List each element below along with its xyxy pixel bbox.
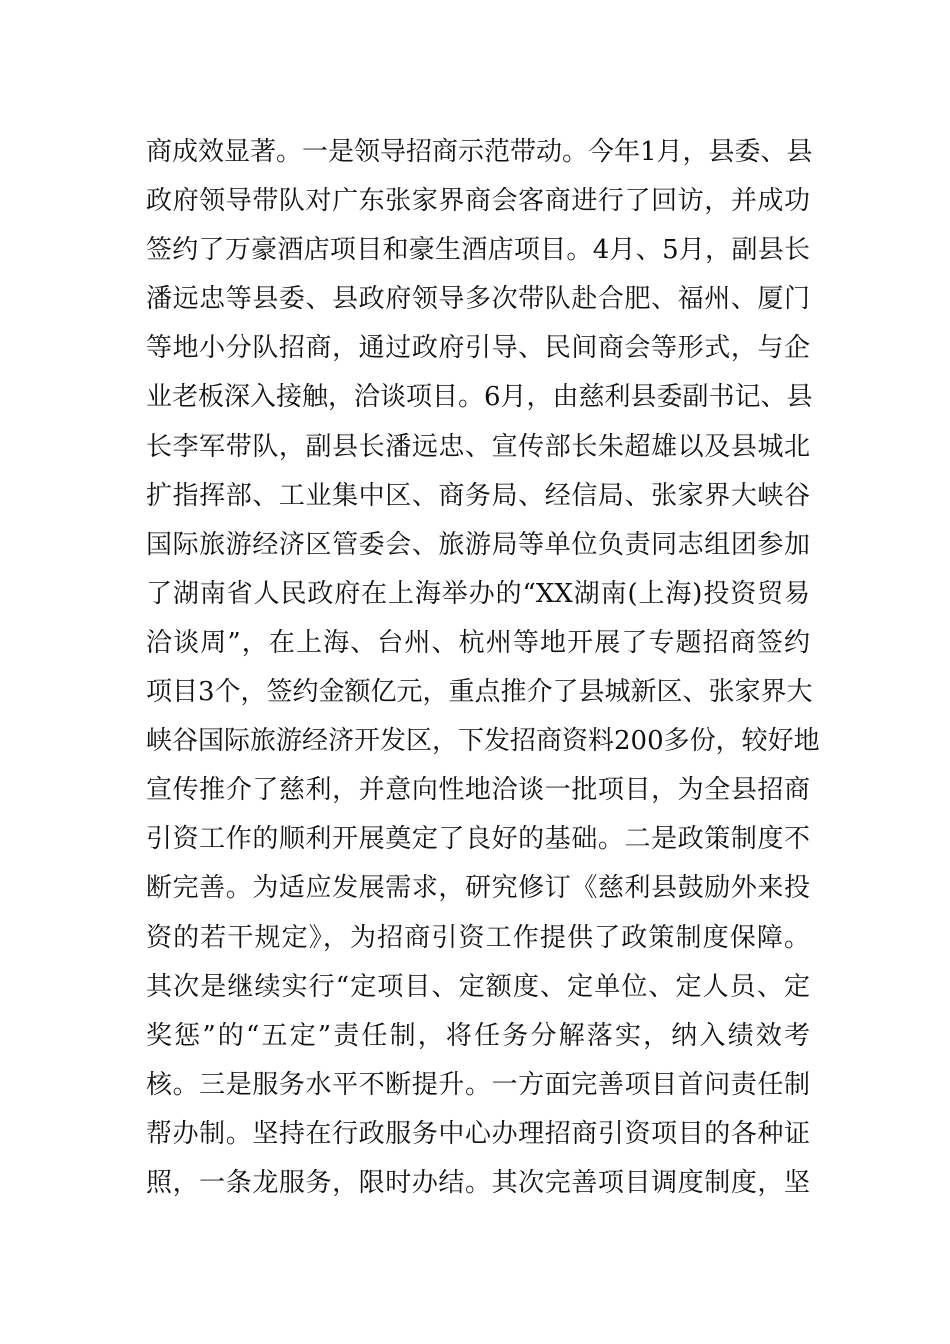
text-line: 项目3个，签约金额亿元，重点推介了县城新区、张家界大 [146,677,813,708]
text-line: 引资工作的顺利开展奠定了良好的基础。二是政策制度不 [146,824,810,855]
text-line: 签约了万豪酒店项目和豪生酒店项目。4月、5月，副县长 [146,235,810,266]
text-line: 政府领导带队对广东张家界商会客商进行了回访，并成功 [146,186,810,217]
text-line: 扩指挥部、工业集中区、商务局、经信局、张家界大峡谷 [146,480,810,511]
body-text [146,128,820,1208]
text-line: 断完善。为适应发展需求，研究修订《慈利县鼓励外来投 [146,873,810,904]
text-line: 业老板深入接触，洽谈项目。6月，由慈利县委副书记、县 [146,382,813,413]
text-line: 资的若干规定》，为招商引资工作提供了政策制度保障。 [146,922,810,953]
text-line: 洽谈周”，在上海、台州、杭州等地开展了专题招商签约 [146,627,810,658]
text-line: 商成效显著。一是领导招商示范带动。今年1月，县委、县 [146,137,813,167]
text-line: 峡谷国际旅游经济开发区，下发招商资料200多份，较好地 [146,726,820,757]
text-line: 奖惩”的“五定”责任制，将任务分解落实，纳入绩效考 [146,1020,810,1051]
text-line: 其次是继续实行“定项目、定额度、定单位、定人员、定 [146,971,810,1002]
text-line: 宣传推介了慈利，并意向性地洽谈一批项目，为全县招商 [146,775,810,806]
text-line: 长李军带队，副县长潘远忠、宣传部长朱超雄以及县城北 [146,431,810,462]
text-line: 了湖南省人民政府在上海举办的“XX湖南(上海)投资贸易 [146,578,810,609]
text-line: 潘远忠等县委、县政府领导多次带队赴合肥、福州、厦门 [146,284,810,315]
text-line: 照，一条龙服务，限时办结。其次完善项目调度制度，坚 [146,1167,810,1198]
text-line: 核。三是服务水平不断提升。一方面完善项目首问责任制 [146,1069,810,1100]
text-line: 等地小分队招商，通过政府引导、民间商会等形式，与企 [146,333,810,364]
text-line: 国际旅游经济区管委会、旅游局等单位负责同志组团参加 [146,529,810,560]
text-line: 帮办制。坚持在行政服务中心办理招商引资项目的各种证 [146,1118,810,1149]
